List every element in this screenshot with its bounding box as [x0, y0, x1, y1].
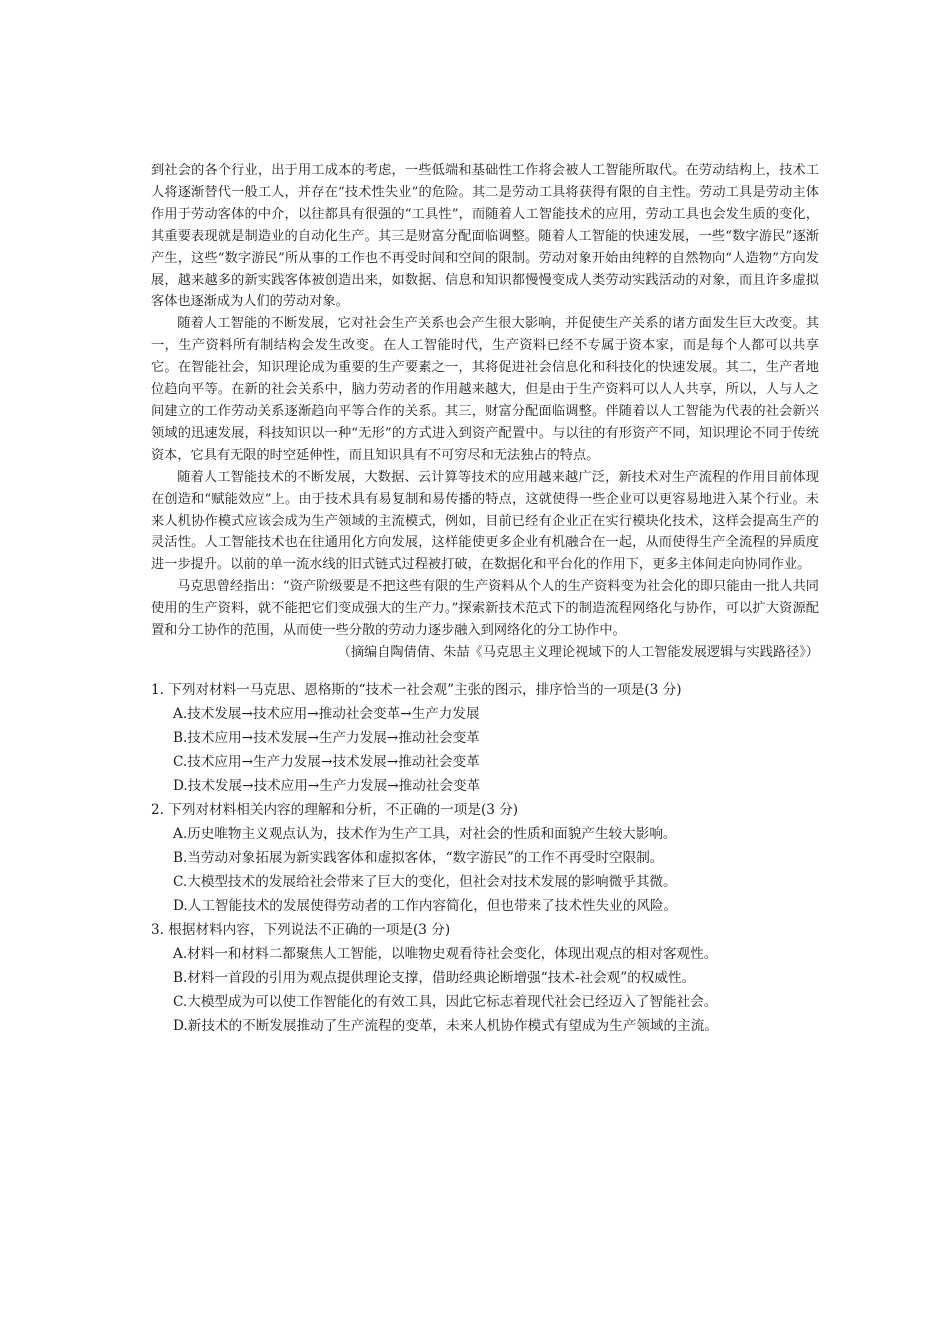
- paragraph-text: 马克思曾经指出：“资产阶级要是不把这些有限的生产资料从个人的生产资料变为社会化的即只能由一批人共同使用的生产资料，就不能把它们变成强大的生产力。”探索新技术范式下的制造流程网络化与协作，可以扩大资源配置和分工协作的范围，从而使一些分散的劳动力逐步融入到网络化的分工协作中。: [151, 579, 819, 639]
- option-a: A.材料一和材料二都聚焦人工智能，以唯物史观看待社会变化，体现出观点的相对客观性。: [173, 946, 718, 962]
- question-3: [151, 918, 831, 1038]
- option-b: B.技术应用→技术发展→生产力发展→推动社会变革: [173, 730, 480, 746]
- passage-paragraph-4: [151, 576, 819, 642]
- question-list: [151, 678, 831, 1038]
- passage-paragraph-3: [151, 467, 819, 577]
- question-stem: 2. 下列对材料相关内容的理解和分析，不正确的一项是(3 分): [151, 802, 519, 818]
- paragraph-text: 随着人工智能技术的不断发展，大数据、云计算等技术的应用越来越广泛，新技术对生产流程的作用目前体现在创造和“赋能效应”上。由于技术具有易复制和易传播的特点，这就使得一些企业可以更容易地进入某个行业。未来人机协作模式应该会成为生产领域的主流模式，例如，目前已经有企业正在实行模块化技术，这样会提高生产的灵活性。人工智能技术也在往通用化方向发展，这样能使更多企业有机融合在一起，从而使得生产全流程的异质度进一步提升。以前的单一流水线的旧式链式过程被打破，在数据化和平台化的作用下，更多主体间走向协同作业。: [151, 469, 819, 573]
- option-d: D.新技术的不断发展推动了生产流程的变革，未来人机协作模式有望成为生产领域的主流。: [173, 1018, 718, 1034]
- question-stem: 3. 根据材料内容，下列说法不正确的一项是(3 分): [151, 922, 451, 938]
- passage-paragraph-1: [151, 160, 819, 313]
- option-a: A.技术发展→技术应用→推动社会变革→生产力发展: [173, 706, 480, 722]
- option-c: C.技术应用→生产力发展→技术发展→推动社会变革: [173, 754, 480, 770]
- paragraph-text: 随着人工智能的不断发展，它对社会生产关系也会产生很大影响，并促使生产关系的诸方面发生巨大改变。其一，生产资料所有制结构会发生改变。在人工智能时代，生产资料已经不专属于资本家，而是每个人都可以共享它。在智能社会，知识理论成为重要的生产要素之一，其将促进社会信息化和科技化的快速发展。其二，生产者地位趋向平等。在新的社会关系中，脑力劳动者的作用越来越大，但是由于生产资料可以人人共享，所以，人与人之间建立的工作劳动关系逐渐趋向平等合作的关系。其三，财富分配面临调整。伴随着以人工智能为代表的社会新兴领域的迅速发展，科技知识以一种“无形”的方式进入到资产配置中。与以往的有形资产不同，知识理论不同于传统资本，它具有无限的时空延伸性，而且知识具有不可穷尽和无法独占的特点。: [151, 316, 819, 463]
- reading-passage: [151, 160, 819, 664]
- option-c: C.大模型成为可以使工作智能化的有效工具，因此它标志着现代社会已经迈入了智能社会。: [173, 994, 718, 1010]
- option-b: B.材料一首段的引用为观点提供理论支撑，借助经典论断增强“技术-社会观”的权威性。: [173, 970, 696, 986]
- option-b: B.当劳动对象拓展为新实践客体和虚拟客体，“数字游民”的工作不再受时空限制。: [173, 850, 664, 866]
- question-1: [151, 678, 831, 798]
- option-c: C.大模型技术的发展给社会带来了巨大的变化，但社会对技术发展的影响微乎其微。: [173, 874, 677, 890]
- question-2: [151, 798, 831, 918]
- option-d: D.人工智能技术的发展使得劳动者的工作内容简化，但也带来了技术性失业的风险。: [173, 898, 678, 914]
- passage-paragraph-2: [151, 313, 819, 466]
- option-d: D.技术发展→技术应用→生产力发展→推动社会变革: [173, 778, 481, 794]
- option-a: A.历史唯物主义观点认为，技术作为生产工具，对社会的性质和面貌产生较大影响。: [173, 826, 677, 842]
- question-stem: 1. 下列对材料一马克思、恩格斯的“技术一社会观”主张的图示，排序恰当的一项是(3 分): [151, 682, 682, 698]
- paragraph-text: 到社会的各个行业，出于用工成本的考虑，一些低端和基础性工作将会被人工智能所取代。在劳动结构上，技术工人将逐渐替代一般工人，并存在“技术性失业”的危险。其二是劳动工具将获得有限的自主性。劳动工具是劳动主体作用于劳动客体的中介，以往都具有很强的“工具性”，而随着人工智能技术的应用，劳动工具也会发生质的变化，其重要表现就是制造业的自动化生产。其三是财富分配面临调整。随着人工智能的快速发展，一些“数字游民”逐渐产生，这些“数字游民”所从事的工作也不再受时间和空间的限制。劳动对象开始由纯粹的自然物向“人造物”方向发展，越来越多的新实践客体被创造出来，如数据、信息和知识都慢慢变成人类劳动实践活动的对象，而且许多虚拟客体也逐渐成为人们的劳动对象。: [151, 163, 819, 310]
- passage-source: （摘编自陶倩倩、朱喆《马克思主义理论视域下的人工智能发展逻辑与实践路径》）: [337, 644, 819, 660]
